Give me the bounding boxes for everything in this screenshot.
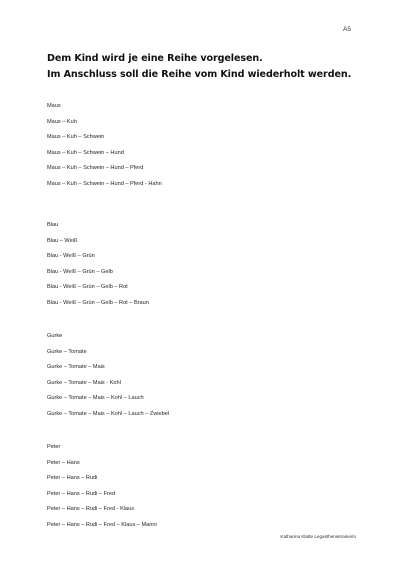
list-item: Blau – Weiß	[47, 237, 78, 244]
list-item: Gurke	[47, 333, 63, 339]
instruction-line-2: Im Anschluss soll die Reihe vom Kind wiederholt werden.	[47, 69, 352, 80]
list-item: Peter – Hans – Rudi	[47, 475, 98, 481]
list-item: Blau - Weiß – Grün – Gelb	[47, 268, 113, 275]
list-item: Maus – Kuh	[47, 118, 77, 125]
list-item: Maus	[47, 103, 61, 109]
list-item: Gurke – Tomate – Mais – Kohl – Lauch – Zwiebel	[47, 410, 170, 417]
list-item: Maus – Kuh – Schwein – Hund	[47, 149, 124, 156]
sequence-group-vegetables	[47, 329, 367, 422]
list-item: Blau - Weiß – Grün – Gelb – Rot	[47, 284, 128, 290]
sequence-group-animals	[47, 99, 367, 192]
instructions-header	[47, 51, 367, 83]
list-item: Blau - Weiß – Grün	[47, 253, 95, 259]
footer-credit: Katharina Klatte Legasthenietrainerin	[280, 534, 356, 539]
sequence-group-names	[47, 440, 367, 533]
list-item: Blau - Weiß – Grün – Gelb – Rot – Braun	[47, 299, 149, 306]
list-item: Gurke – Tomate – Mais	[47, 364, 105, 370]
list-item: Blau	[47, 222, 59, 228]
sequence-group-colors	[47, 218, 367, 311]
list-item: Peter – Hans	[47, 459, 80, 466]
list-item: Peter	[47, 444, 61, 450]
list-item: Gurke – Tomate – Mais – Kohl – Lauch	[47, 395, 144, 401]
list-item: Maus – Kuh – Schwein – Hund – Pferd - Hahn	[47, 180, 162, 187]
word-sequences	[47, 99, 367, 533]
list-item: Maus – Kuh – Schwein	[47, 134, 105, 140]
instruction-line-1: Dem Kind wird je eine Reihe vorgelesen.	[47, 53, 263, 64]
list-item: Maus – Kuh – Schwein – Hund – Pferd	[47, 165, 144, 171]
list-item: Peter – Hans – Rudi – Fred – Klaus – Manni	[47, 521, 157, 528]
page-label: A5	[343, 26, 351, 33]
list-item: Peter – Hans – Rudi – Fred	[47, 490, 116, 497]
list-item: Gurke – Tomate – Mais - Kohl	[47, 379, 121, 386]
list-item: Peter – Hans – Rudi – Fred - Klaus	[47, 506, 135, 512]
list-item: Gurke – Tomate	[47, 348, 87, 355]
